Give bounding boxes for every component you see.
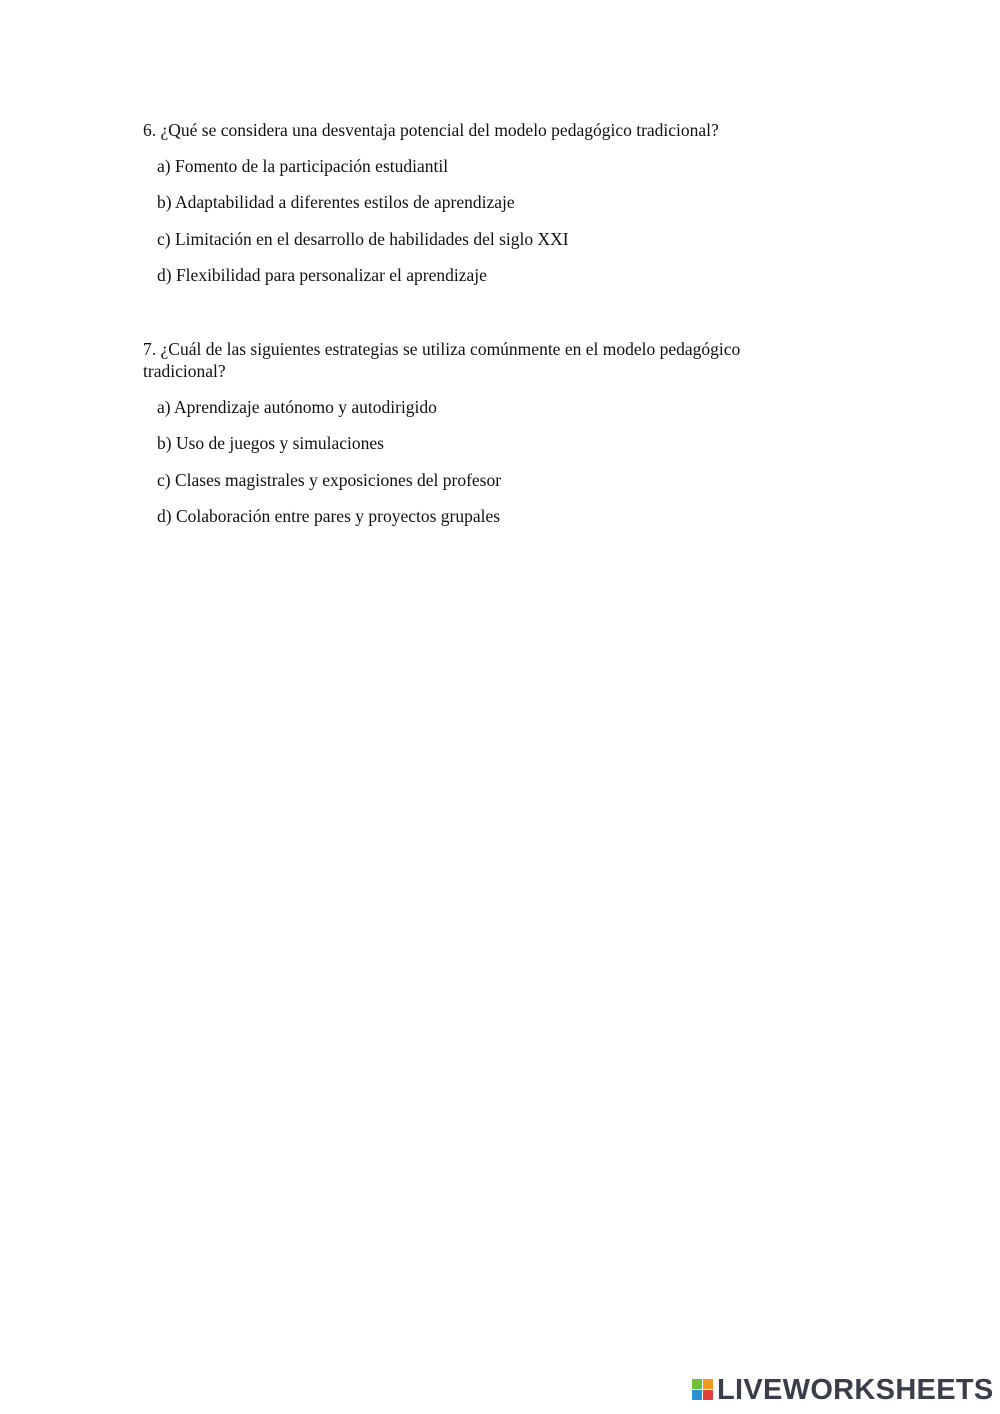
logo-square-green: [692, 1379, 702, 1389]
answer-option-b: b) Adaptabilidad a diferentes estilos de aprendizaje: [157, 192, 515, 213]
logo-square-blue: [692, 1390, 702, 1400]
question-6: [143, 119, 823, 301]
question-7: [143, 338, 823, 542]
logo-square-orange: [703, 1379, 713, 1389]
brand-name: LIVEWORKSHEETS: [717, 1374, 994, 1406]
question-text: 6. ¿Qué se considera una desventaja potencial del modelo pedagógico tradicional?: [143, 120, 719, 140]
brand-footer: [692, 1375, 994, 1405]
answer-option-c: c) Clases magistrales y exposiciones del profesor: [157, 469, 502, 490]
liveworksheets-logo-icon: [692, 1379, 714, 1401]
answer-option-c: c) Limitación en el desarrollo de habilidades del siglo XXI: [157, 228, 569, 249]
answer-option-a: a) Fomento de la participación estudiantil: [157, 156, 449, 176]
answer-option-d: d) Colaboración entre pares y proyectos grupales: [157, 506, 501, 527]
answer-option-a: a) Aprendizaje autónomo y autodirigido: [157, 397, 437, 417]
logo-square-red: [703, 1390, 713, 1400]
question-text: 7. ¿Cuál de las siguientes estrategias se utiliza comúnmente en el modelo pedagógico tradicional?: [143, 339, 741, 381]
answer-option-b: b) Uso de juegos y simulaciones: [157, 433, 384, 454]
answer-option-d: d) Flexibilidad para personalizar el aprendizaje: [157, 265, 487, 286]
